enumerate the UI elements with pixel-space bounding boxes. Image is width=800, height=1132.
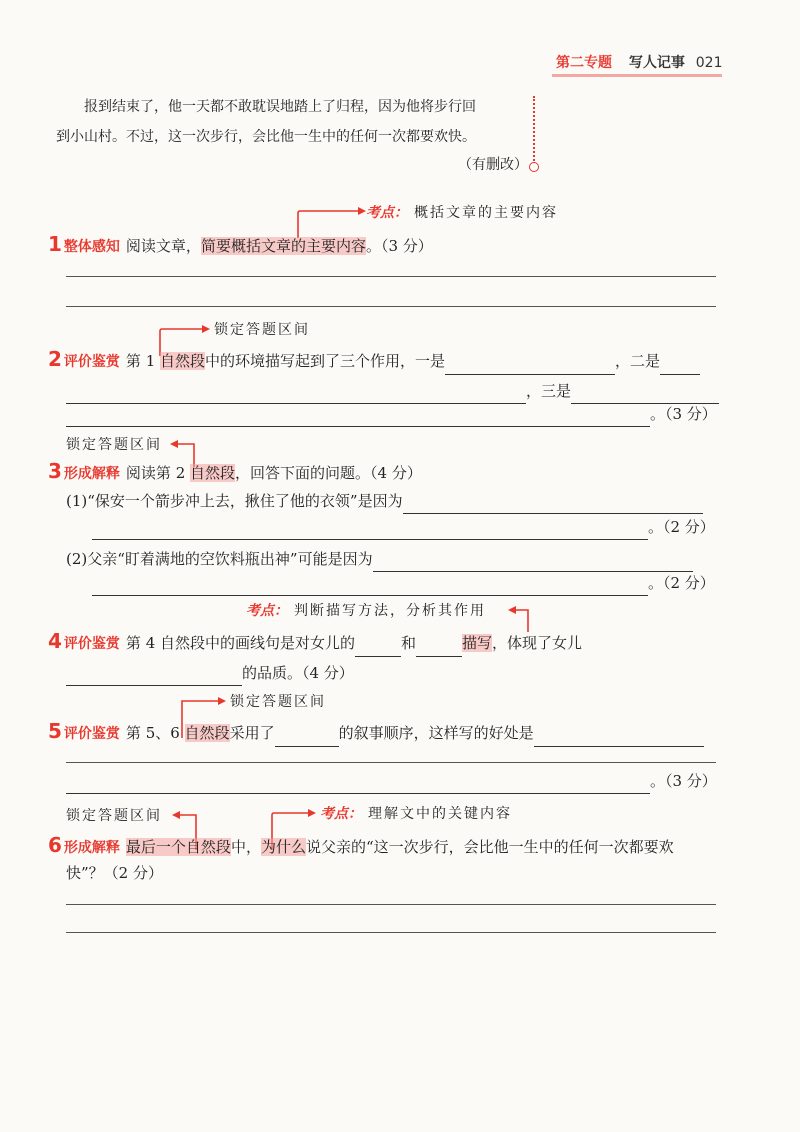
score-text: 。（3 分） <box>365 237 433 255</box>
question-text: ，二是 <box>615 352 661 370</box>
annotation-text: 判断描写方法，分析其作用 <box>294 603 486 619</box>
question-3-sub-1 <box>66 488 703 514</box>
answer-blank[interactable] <box>66 408 650 427</box>
question-tag: 评价鉴赏 <box>63 636 120 652</box>
question-3-sub-2 <box>66 546 693 572</box>
question-number: 4 <box>48 629 62 653</box>
score-text: 。（2 分） <box>648 574 715 592</box>
answer-blank[interactable] <box>275 728 339 747</box>
score-text: 。（3 分） <box>650 405 717 423</box>
highlighted-text: 描写 <box>462 634 493 652</box>
answer-line[interactable] <box>66 904 716 905</box>
score-text: 。（2 分） <box>648 518 715 536</box>
question-4-line-2 <box>66 660 354 686</box>
header-topic: 第二专题 <box>556 55 612 71</box>
annotation-lock-2 <box>214 319 310 339</box>
question-text: 的叙事顺序，这样写的好处是 <box>338 724 534 742</box>
question-text: 阅读文章， <box>125 237 201 255</box>
answer-blank[interactable] <box>66 775 650 794</box>
question-text: ，三是 <box>526 382 572 400</box>
answer-blank[interactable] <box>445 356 615 375</box>
annotation-text: 锁定答题区间 <box>66 808 162 824</box>
highlighted-text: 自然段 <box>184 724 230 742</box>
sub-question-text: (1)“保安一个箭步冲上去，揪住了他的衣领”是因为 <box>66 492 403 510</box>
question-number: 5 <box>48 719 62 743</box>
question-1 <box>48 231 433 260</box>
question-number: 6 <box>48 833 62 857</box>
question-text: 说父亲的“这一次步行，会比他一生中的任何一次都要欢 <box>305 838 674 856</box>
annotation-kaodian-7 <box>320 803 512 823</box>
question-text: 和 <box>401 634 417 652</box>
kaodian-label: 考点： <box>246 603 288 619</box>
sub-question-text: (2)父亲“盯着满地的空饮料瓶出神”可能是因为 <box>66 550 373 568</box>
page-number: 021 <box>695 55 723 71</box>
header-section: 写人记事 <box>628 55 685 71</box>
annotation-kaodian-4 <box>246 600 486 620</box>
question-text: 第 5、6 <box>125 724 185 742</box>
question-3-sub-2-line-2 <box>92 570 715 596</box>
answer-blank[interactable] <box>355 638 401 657</box>
question-tag: 形成解释 <box>63 840 120 856</box>
passage-source: （有删改） <box>458 157 528 173</box>
annotation-lock-3 <box>66 434 162 454</box>
question-6 <box>48 832 674 861</box>
question-tag: 整体感知 <box>63 239 120 255</box>
question-number: 3 <box>48 459 62 483</box>
answer-blank[interactable] <box>660 356 700 375</box>
question-text: ，回答下面的问题。（4 分） <box>235 464 422 482</box>
question-5 <box>48 718 704 747</box>
question-tag: 评价鉴赏 <box>63 354 120 370</box>
highlighted-text: 简要概括文章的主要内容 <box>200 237 366 255</box>
annotation-lock-6 <box>66 805 162 825</box>
annotation-text: 概括文章的主要内容 <box>414 205 558 221</box>
question-5-line-3 <box>66 768 717 794</box>
passage-line-1: 报到结束了，他一天都不敢耽误地踏上了归程，因为他将步行回 <box>84 99 476 115</box>
annotation-lock-5 <box>230 691 326 711</box>
answer-line[interactable] <box>66 276 716 277</box>
question-tag: 评价鉴赏 <box>63 726 120 742</box>
question-number: 2 <box>48 347 62 371</box>
score-text: 。（3 分） <box>650 772 717 790</box>
question-tag: 形成解释 <box>63 466 120 482</box>
annotation-text: 锁定答题区间 <box>66 437 162 453</box>
answer-line[interactable] <box>66 762 716 763</box>
answer-line[interactable] <box>66 932 716 933</box>
question-2-line-3 <box>66 401 717 427</box>
question-text: 阅读第 2 <box>125 464 191 482</box>
question-number: 1 <box>48 232 62 256</box>
highlighted-text: 最后一个自然段 <box>125 838 231 856</box>
annotation-text: 锁定答题区间 <box>230 694 326 710</box>
answer-blank[interactable] <box>66 667 242 686</box>
question-6-line-2: 快”？（2 分） <box>66 864 163 882</box>
question-text: 中的环境描写起到了三个作用，一是 <box>205 352 446 370</box>
answer-blank[interactable] <box>416 638 462 657</box>
highlighted-text: 自然段 <box>190 464 236 482</box>
answer-line[interactable] <box>66 306 716 307</box>
question-text: 第 4 自然段中的画线句是对女儿的 <box>125 634 356 652</box>
question-text: ，体现了女儿 <box>492 634 583 652</box>
annotation-text: 理解文中的关键内容 <box>368 806 512 822</box>
kaodian-label: 考点： <box>320 806 362 822</box>
question-4 <box>48 628 582 657</box>
score-text: 的品质。（4 分） <box>242 664 354 682</box>
question-text: 中， <box>230 838 261 856</box>
question-text: 采用了 <box>229 724 275 742</box>
highlighted-text: 为什么 <box>260 838 306 856</box>
answer-blank[interactable] <box>92 577 648 596</box>
question-2 <box>48 346 700 375</box>
annotation-text: 锁定答题区间 <box>214 322 310 338</box>
answer-blank[interactable] <box>534 728 704 747</box>
answer-blank[interactable] <box>403 495 703 514</box>
answer-blank[interactable] <box>92 521 648 540</box>
kaodian-label: 考点： <box>366 205 408 221</box>
question-3-sub-1-line-2 <box>92 514 715 540</box>
passage-line-2: 到小山村。不过，这一次步行，会比他一生中的任何一次都要欢快。 <box>56 129 476 145</box>
question-text: 第 1 <box>125 352 161 370</box>
question-3 <box>48 458 422 487</box>
highlighted-text: 自然段 <box>160 352 206 370</box>
